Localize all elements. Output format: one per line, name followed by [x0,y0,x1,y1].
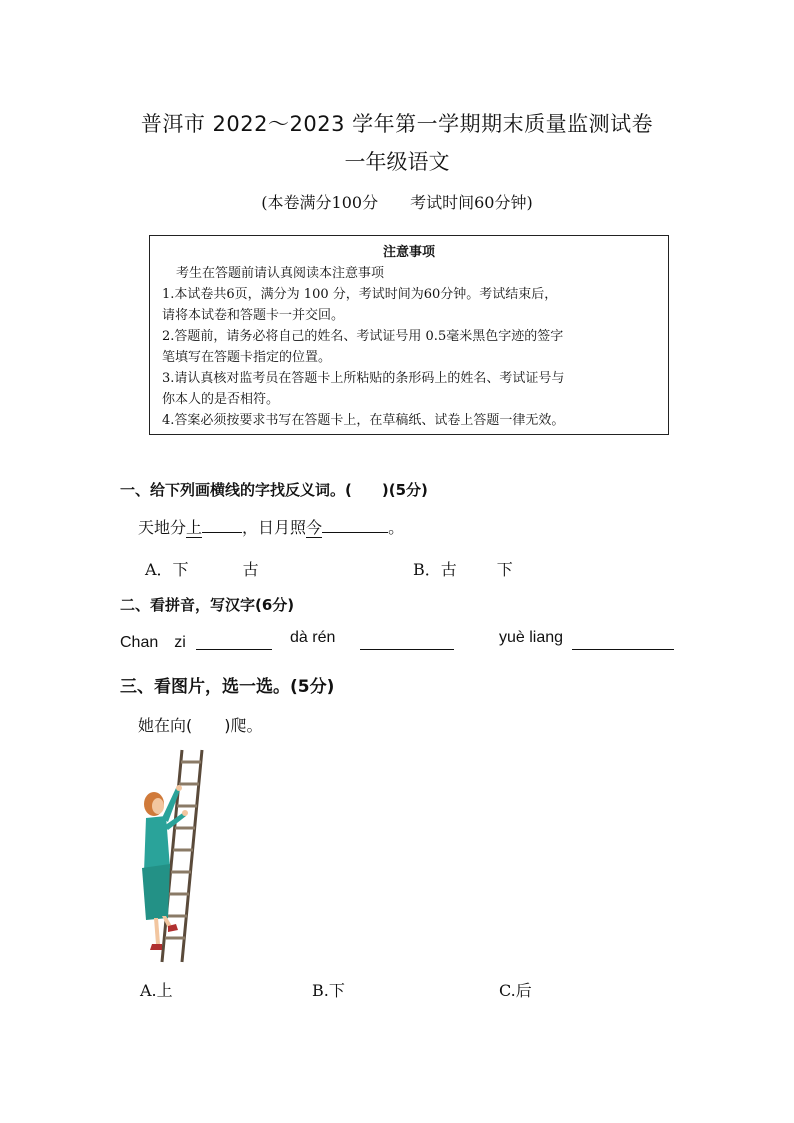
q3-heading: 三、看图片，选一选。(5分) [120,677,335,697]
q1-underlined-a: 上 [186,518,203,537]
q1-blank-a[interactable] [202,516,242,533]
q3-option-a[interactable]: A.上 [140,981,173,1000]
ladder-climber-illustration [132,748,212,966]
q3-sentence: 她在向( )爬。 [138,716,263,735]
notice-line: 1.本试卷共6页，满分为 100 分，考试时间为60分钟。考试结束后， [162,287,558,302]
q2-pinyin-3: yuè liang [499,629,564,646]
exam-title: 普洱市 2022～2023 学年第一学期期末质量监测试卷 [140,112,654,136]
notice-line: 笔填写在答题卡指定的位置。 [162,350,332,365]
notice-title: 注意事项 [382,245,435,260]
q2-pinyin-2: dà rén [290,629,336,646]
q1-option-b[interactable] [413,557,513,580]
q1-option-b-word: 下 [496,560,513,579]
notice-line: 4.答案必须按要求书写在答题卡上，在草稿纸、试卷上答题一律无效。 [162,413,565,428]
q2-pinyin-1: Chan zi [120,634,186,651]
q1-option-a-word: 古 [242,560,259,579]
q1-option-a-label: A．下 [145,560,189,579]
notice-line: 3.请认真核对监考员在答题卡上所粘贴的条形码上的姓名、考试证号与 [162,371,565,386]
q3-option-b[interactable]: B.下 [312,981,345,1000]
notice-box [149,235,669,435]
q2-answer-blank-3[interactable] [572,633,674,650]
q1-heading: 一、给下列画横线的字找反义词。( )(5分) [120,481,428,499]
q1-text-b: ，日月照 [242,518,307,537]
q2-item-2 [290,629,335,647]
q1-option-a[interactable] [145,557,259,580]
q2-answer-blank-2[interactable] [360,633,454,650]
notice-intro: 考生在答题前请认真阅读本注意事项 [176,266,385,281]
q2-item-3 [499,629,563,647]
q1-blank-b[interactable] [322,516,388,533]
q1-underlined-b: 今 [306,518,323,537]
notice-line: 2.答题前，请务必将自己的姓名、考试证号用 0.5毫米黑色字迹的签字 [162,329,564,344]
q3-option-c[interactable]: C.后 [499,981,532,1000]
exam-grade-subject: 一年级语文 [344,150,450,174]
q1-sentence [138,515,404,538]
notice-line: 请将本试卷和答题卡一并交回。 [162,308,345,323]
notice-line: 你本人的是否相符。 [162,392,280,407]
q2-item-1 [120,629,186,652]
q2-heading: 二、看拼音，写汉字(6分) [120,596,295,614]
q2-answer-blank-1[interactable] [196,633,272,650]
exam-info: (本卷满分100分 考试时间60分钟) [261,193,533,212]
q1-option-b-label: B．古 [413,560,457,579]
q1-text-a: 天地分 [138,518,187,537]
q1-text-end: 。 [388,518,405,537]
